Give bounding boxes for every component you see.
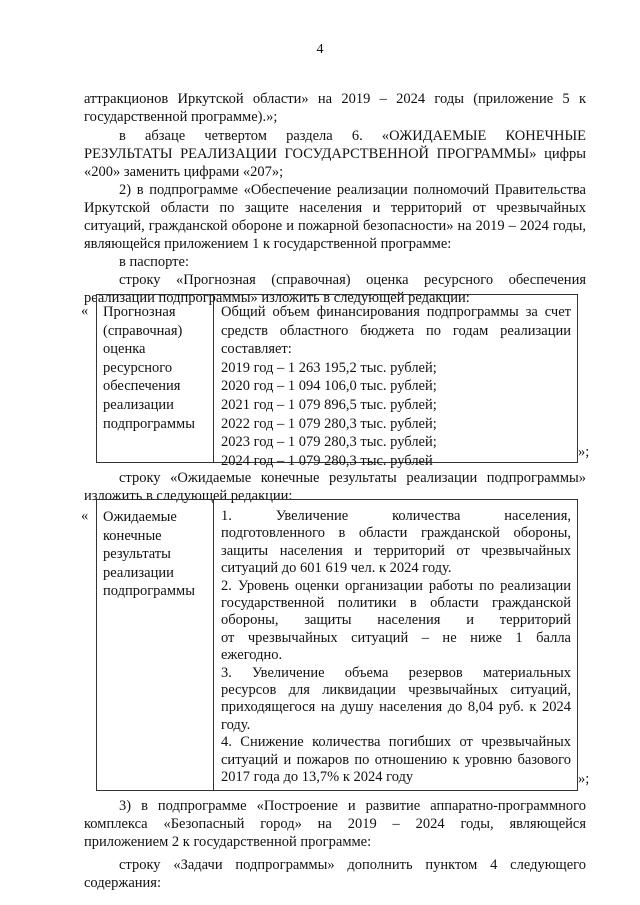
value-line: приходящегося на душу населения до 8,04 руб. к 2024	[221, 699, 571, 716]
column-divider	[213, 295, 214, 462]
value-line: подготовленного в области гражданской обороны,	[221, 525, 571, 542]
text-line: в паспорте:	[119, 254, 189, 270]
value-line: 2017 года до 13,7% к 2024 году	[221, 769, 414, 786]
label-line: реализации	[103, 564, 174, 581]
label-line: ресурсного	[103, 359, 173, 376]
text-line: содержания:	[84, 875, 162, 891]
text-line: 2) в подпрограмме «Обеспечение реализации полномочий Правительства	[119, 182, 586, 198]
value-line: 2024 год – 1 079 280,3 тыс. рублей	[221, 452, 433, 469]
label-line: реализации	[103, 396, 174, 413]
text-line: комплекса «Безопасный город» на 2019 – 2024 годы, являющейся	[84, 816, 586, 832]
table2-close-quote: »;	[578, 771, 590, 787]
value-line: 2019 год – 1 263 195,2 тыс. рублей;	[221, 359, 437, 376]
value-line: средств областного бюджета по годам реализации	[221, 322, 571, 339]
text-line: являющейся приложением 1 к государственной программе:	[84, 236, 452, 252]
label-line: подпрограммы	[103, 415, 195, 432]
value-line: Общий объем финансирования подпрограммы за счет	[221, 304, 571, 320]
table1-value	[221, 303, 571, 470]
label-line: Прогнозная	[103, 304, 176, 320]
text-line: строку «Ожидаемые конечные результаты реализации подпрограммы»	[119, 470, 586, 486]
label-line: конечные	[103, 527, 162, 544]
table1-open-quote: «	[81, 303, 89, 319]
text-line: строку «Задачи подпрограммы» дополнить пунктом 4 следующего	[119, 857, 586, 873]
text-line: «200» заменить цифрами «207»;	[84, 164, 284, 180]
text-line: реализации подпрограммы» изложить в следующей редакции:	[84, 290, 470, 306]
table2-value	[221, 508, 571, 787]
text-line: в абзаце четвертом раздела 6. «ОЖИДАЕМЫЕ КОНЕЧНЫЕ	[119, 128, 586, 144]
value-line: ситуаций и пожаров по отношению к уровню базового	[221, 751, 571, 768]
label-line: результаты	[103, 546, 171, 563]
value-line: обороны, защиты населения и территорий	[221, 612, 571, 629]
value-line: 2023 год – 1 079 280,3 тыс. рублей;	[221, 434, 437, 451]
label-line: подпрограммы	[103, 583, 195, 600]
value-line: 1. Увеличение количества населения,	[221, 508, 571, 524]
table-expected-results	[96, 499, 578, 791]
text-line: государственной программе).»;	[84, 109, 278, 125]
table2-row-label	[103, 508, 195, 601]
text-line: РЕЗУЛЬТАТЫ РЕАЛИЗАЦИИ ГОСУДАРСТВЕННОЙ ПРОГРАММЫ» цифры	[84, 146, 586, 162]
text-line: 3) в подпрограмме «Построение и развитие аппаратно-программного	[119, 798, 586, 814]
label-line: оценка	[103, 341, 146, 358]
value-line: государственной политики в области гражданской	[221, 595, 571, 612]
page-number: 4	[316, 42, 324, 57]
label-line: (справочная)	[103, 322, 183, 339]
label-line: обеспечения	[103, 378, 181, 395]
table1-row-label	[103, 303, 195, 433]
value-line: 2. Уровень оценки организации работы по реализации	[221, 577, 571, 594]
text-line: ситуаций, гражданской обороне и пожарной безопасности» на 2019 – 2024 годы,	[84, 218, 586, 234]
value-line: защиты населения и территорий от чрезвычайных	[221, 542, 571, 559]
text-line: строку «Прогнозная (справочная) оценка ресурсного обеспечения	[119, 272, 586, 288]
text-line: приложением 2 к государственной программе:	[84, 834, 372, 850]
value-line: от чрезвычайных ситуаций – не ниже 1 балла	[221, 629, 571, 646]
table2-open-quote: «	[81, 508, 89, 524]
table1-close-quote: »;	[578, 444, 590, 460]
value-line: 2021 год – 1 079 896,5 тыс. рублей;	[221, 396, 437, 413]
text-line: изложить в следующей редакции:	[84, 488, 293, 504]
table-resource-estimate	[96, 294, 578, 469]
value-line: ресурсов для ликвидации чрезвычайных ситуаций,	[221, 682, 571, 699]
label-line: Ожидаемые	[103, 509, 177, 525]
text-line: Иркутской области по защите населения и территорий от чрезвычайных	[84, 200, 586, 216]
value-line: 2022 год – 1 079 280,3 тыс. рублей;	[221, 415, 437, 432]
column-divider	[213, 500, 214, 790]
value-line: составляет:	[221, 341, 292, 358]
value-line: 2020 год – 1 094 106,0 тыс. рублей;	[221, 378, 437, 395]
value-line: 3. Увеличение объема резервов материальных	[221, 664, 571, 681]
value-line: ежегодно.	[221, 647, 283, 664]
value-line: 4. Снижение количества погибших от чрезвычайных	[221, 734, 571, 751]
value-line: ситуаций до 601 619 чел. к 2024 году.	[221, 560, 452, 577]
text-line: аттракционов Иркутской области» на 2019 – 2024 годы (приложение 5 к	[84, 91, 586, 107]
value-line: году.	[221, 716, 251, 733]
